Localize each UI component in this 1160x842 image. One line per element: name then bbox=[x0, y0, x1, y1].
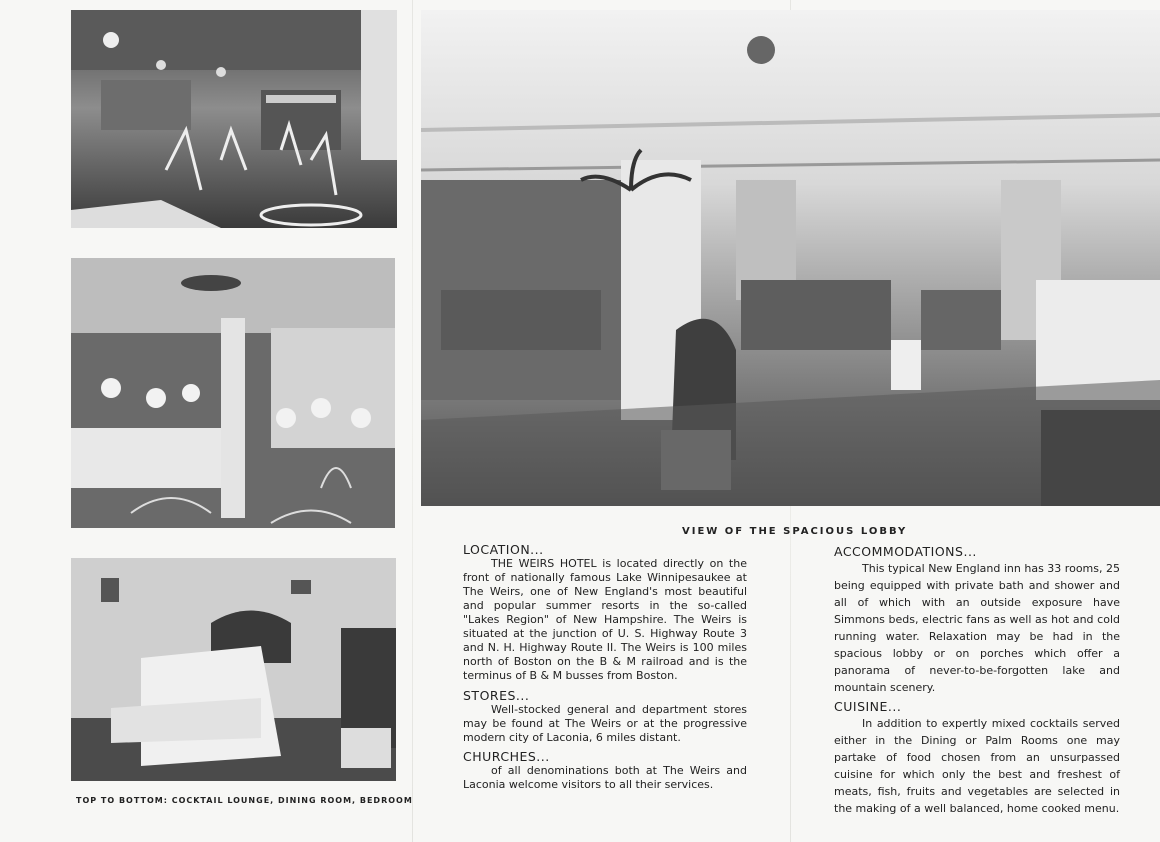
location-heading: LOCATION... bbox=[463, 542, 544, 557]
stores-text: Well-stocked general and department stores may be found at The Weirs or at the progressive modern city of Laconia, 6 miles distant. bbox=[463, 703, 747, 744]
accommodations-text: This typical New England inn has 33 rooms, 25 being equipped with private bath and shower and all of which with an outside exposure have Simmons beds, electric fans as well as hot and cold running water. Relaxation may be had in the spacious lobby or on porches which offer a panorama of never-to-be-forgotten lake and mountain scenery. bbox=[834, 562, 1120, 694]
text-column-right bbox=[834, 543, 1120, 817]
location-text: THE WEIRS HOTEL is located directly on the front of nationally famous Lake Winnipesaukee at The Weirs, one of New England's most beautiful and popular summer resorts in the so-called "Lakes Region" of New Hampshire. The Weirs is situated at the junction of U. S. Highway Route 3 and N. H. Highway Route II. The Weirs is 100 miles north of Boston on the B & M railroad and is the terminus of B & M busses from Boston. bbox=[463, 557, 747, 682]
left-photos-caption: TOP TO BOTTOM: COCKTAIL LOUNGE, DINING ROOM, BEDROOM bbox=[76, 796, 413, 805]
lobby-caption: VIEW OF THE SPACIOUS LOBBY bbox=[682, 526, 908, 537]
cocktail-lounge-photo bbox=[71, 10, 397, 228]
churches-text: of all denominations both at The Weirs and Laconia welcome visitors to all their services. bbox=[463, 764, 747, 791]
dining-room-photo bbox=[71, 258, 395, 528]
lobby-photo bbox=[421, 10, 1160, 506]
churches-heading: CHURCHES... bbox=[463, 749, 550, 764]
text-column-left bbox=[463, 542, 747, 792]
cuisine-heading: CUISINE... bbox=[834, 699, 902, 714]
bedroom-photo bbox=[71, 558, 396, 781]
cuisine-text: In addition to expertly mixed cocktails served either in the Dining or Palm Rooms one may partake of food chosen from an unsurpassed cuisine for which only the best and freshest of meats, fish, fruits and vegetables are selected in the making of a well balanced, home cooked menu. bbox=[834, 717, 1120, 815]
page-fold-left bbox=[412, 0, 413, 842]
accommodations-heading: ACCOMMODATIONS... bbox=[834, 544, 977, 559]
stores-heading: STORES... bbox=[463, 688, 530, 703]
